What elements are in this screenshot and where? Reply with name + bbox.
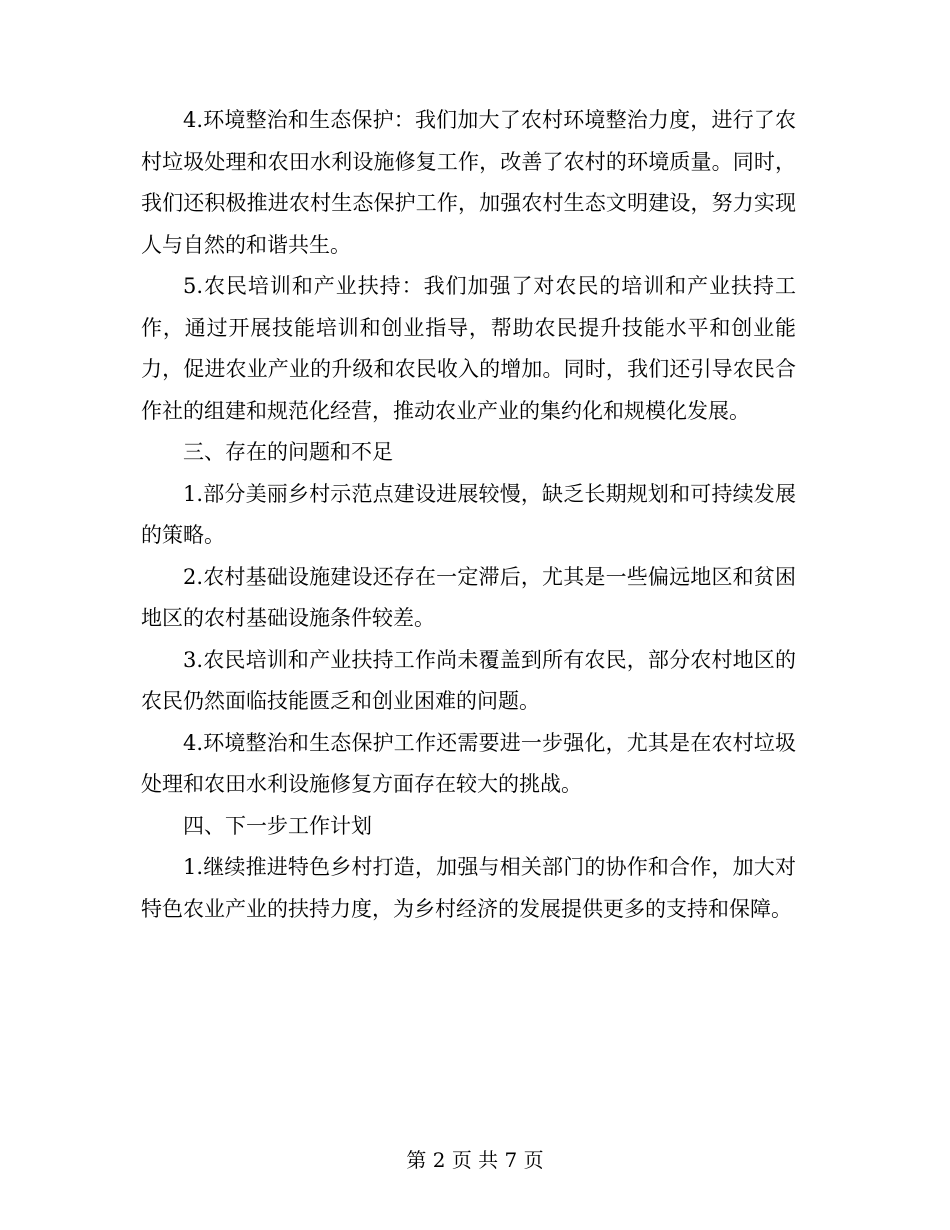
paragraph-env-protection: 4.环境整治和生态保护：我们加大了农村环境整治力度，进行了农村垃圾处理和农田水利设施修复工作，改善了农村的环境质量。同时，我们还积极推进农村生态保护工作，加强农村生态文明建设，努力实现人与自然的和谐共生。 [141,108,796,257]
paragraph-problem-4: 4.环境整治和生态保护工作还需要进一步强化，尤其是在农村垃圾处理和农田水利设施修复方面存在较大的挑战。 [141,730,796,796]
paragraph-problem-2: 2.农村基础设施建设还存在一定滞后，尤其是一些偏远地区和贫困地区的农村基础设施条件较差。 [141,564,796,630]
paragraph-farmer-training: 5.农民培训和产业扶持：我们加强了对农民的培训和产业扶持工作，通过开展技能培训和创业指导，帮助农民提升技能水平和创业能力，促进农业产业的升级和农民收入的增加。同时，我们还引导农民合作社的组建和规范化经营，推动农业产业的集约化和规模化发展。 [141,274,796,423]
paragraph-problem-3: 3.农民培训和产业扶持工作尚未覆盖到所有农民，部分农村地区的农民仍然面临技能匮乏和创业困难的问题。 [141,647,796,713]
paragraph-plan-1: 1.继续推进特色乡村打造，加强与相关部门的协作和合作，加大对特色农业产业的扶持力度，为乡村经济的发展提供更多的支持和保障。 [141,855,796,921]
page-number-footer: 第 2 页 共 7 页 [406,1148,544,1172]
document-body [141,100,796,930]
section-heading-next-plan: 四、下一步工作计划 [183,813,372,838]
section-heading-problems: 三、存在的问题和不足 [183,440,393,464]
paragraph-problem-1: 1.部分美丽乡村示范点建设进展较慢，缺乏长期规划和可持续发展的策略。 [141,481,796,547]
